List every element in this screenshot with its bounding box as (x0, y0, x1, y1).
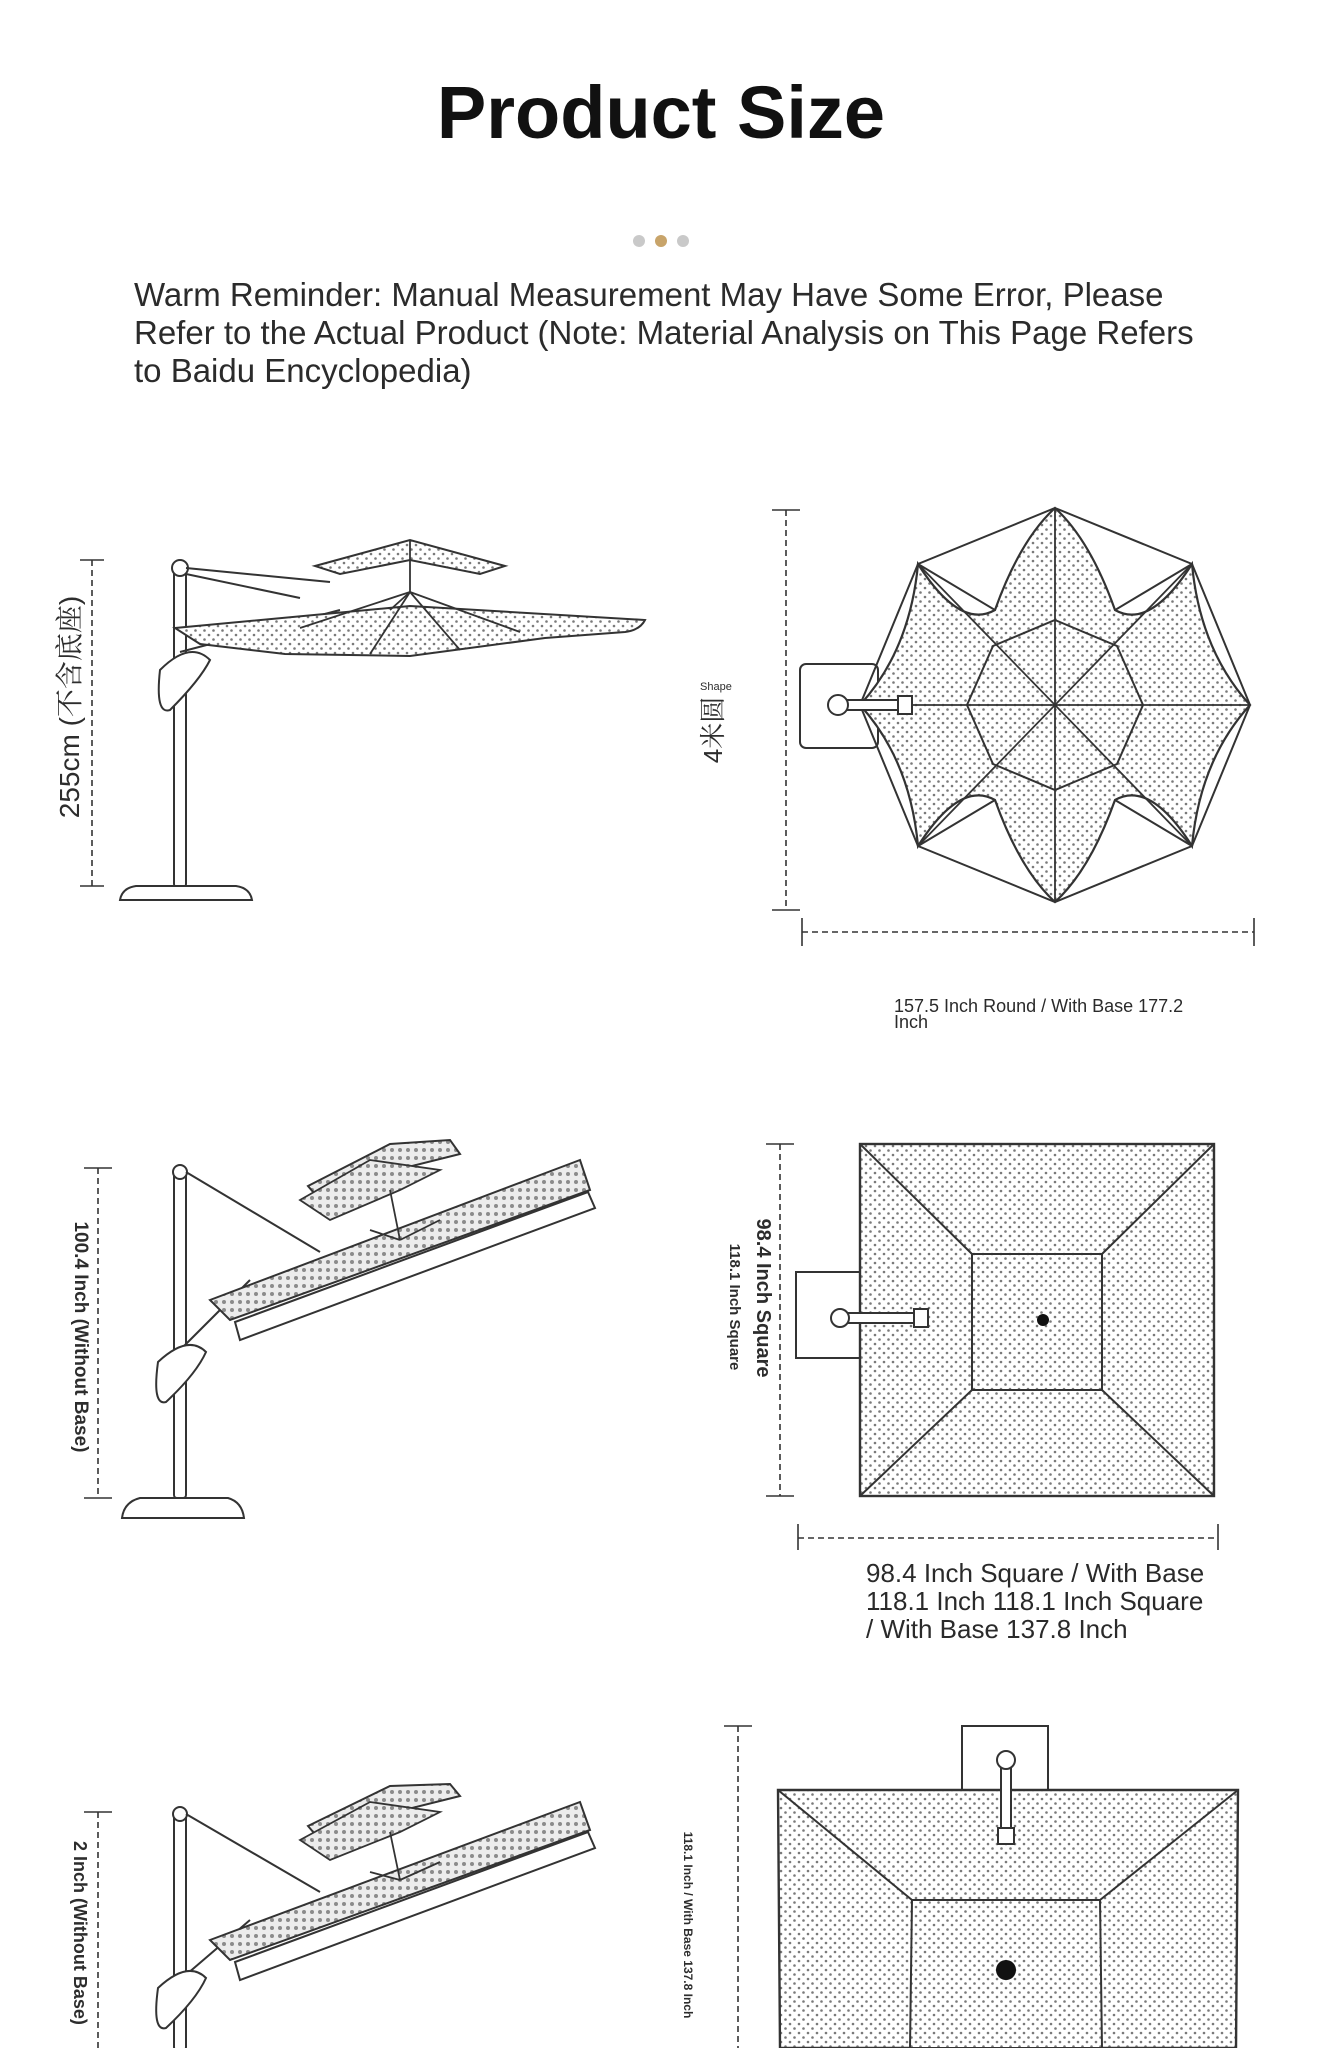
square-top-side-label-bold: 98.4 Inch Square (752, 1218, 774, 1378)
round-umbrella-side-view (40, 520, 660, 920)
square-top-side-label-small: 118.1 Inch Square (726, 1243, 743, 1371)
large-square-umbrella-side-view (60, 1780, 620, 2048)
square-top-caption: 98.4 Inch Square / With Base 118.1 Inch 118.1 Inch Square / With Base 137.8 Inch (866, 1558, 1205, 1644)
page-title: Product Size (436, 71, 886, 154)
warm-reminder-text: Warm Reminder: Manual Measurement May Have Some Error, Please Refer to the Actual Product (Note: Material Analysis on This Page Refers to Baidu Encyclopedia) (134, 276, 1194, 389)
square-umbrella-top-view (760, 1130, 1240, 1550)
large-square-side-height-label: 2 Inch (Without Base) (70, 1841, 90, 2025)
round-top-caption: 157.5 Inch Round / With Base 177.2 Inch (894, 996, 1184, 1032)
round-top-side-label: 4米圆 (698, 696, 728, 764)
round-umbrella-top-view (720, 500, 1260, 960)
carousel-dot-active[interactable] (655, 235, 667, 247)
large-square-umbrella-top-view (720, 1720, 1260, 2048)
carousel-indicator (0, 235, 1322, 247)
carousel-dot[interactable] (633, 235, 645, 247)
round-top-shape-label: Shape (700, 681, 732, 693)
round-side-height-label: 255cm (不含底座) (54, 595, 85, 819)
large-square-top-side-label: 118.1 Inch / With Base 137.8 Inch (681, 1831, 695, 2019)
carousel-dot[interactable] (677, 235, 689, 247)
square-side-height-label: 100.4 Inch (Without Base) (70, 1221, 91, 1453)
square-umbrella-side-view (60, 1130, 620, 1530)
